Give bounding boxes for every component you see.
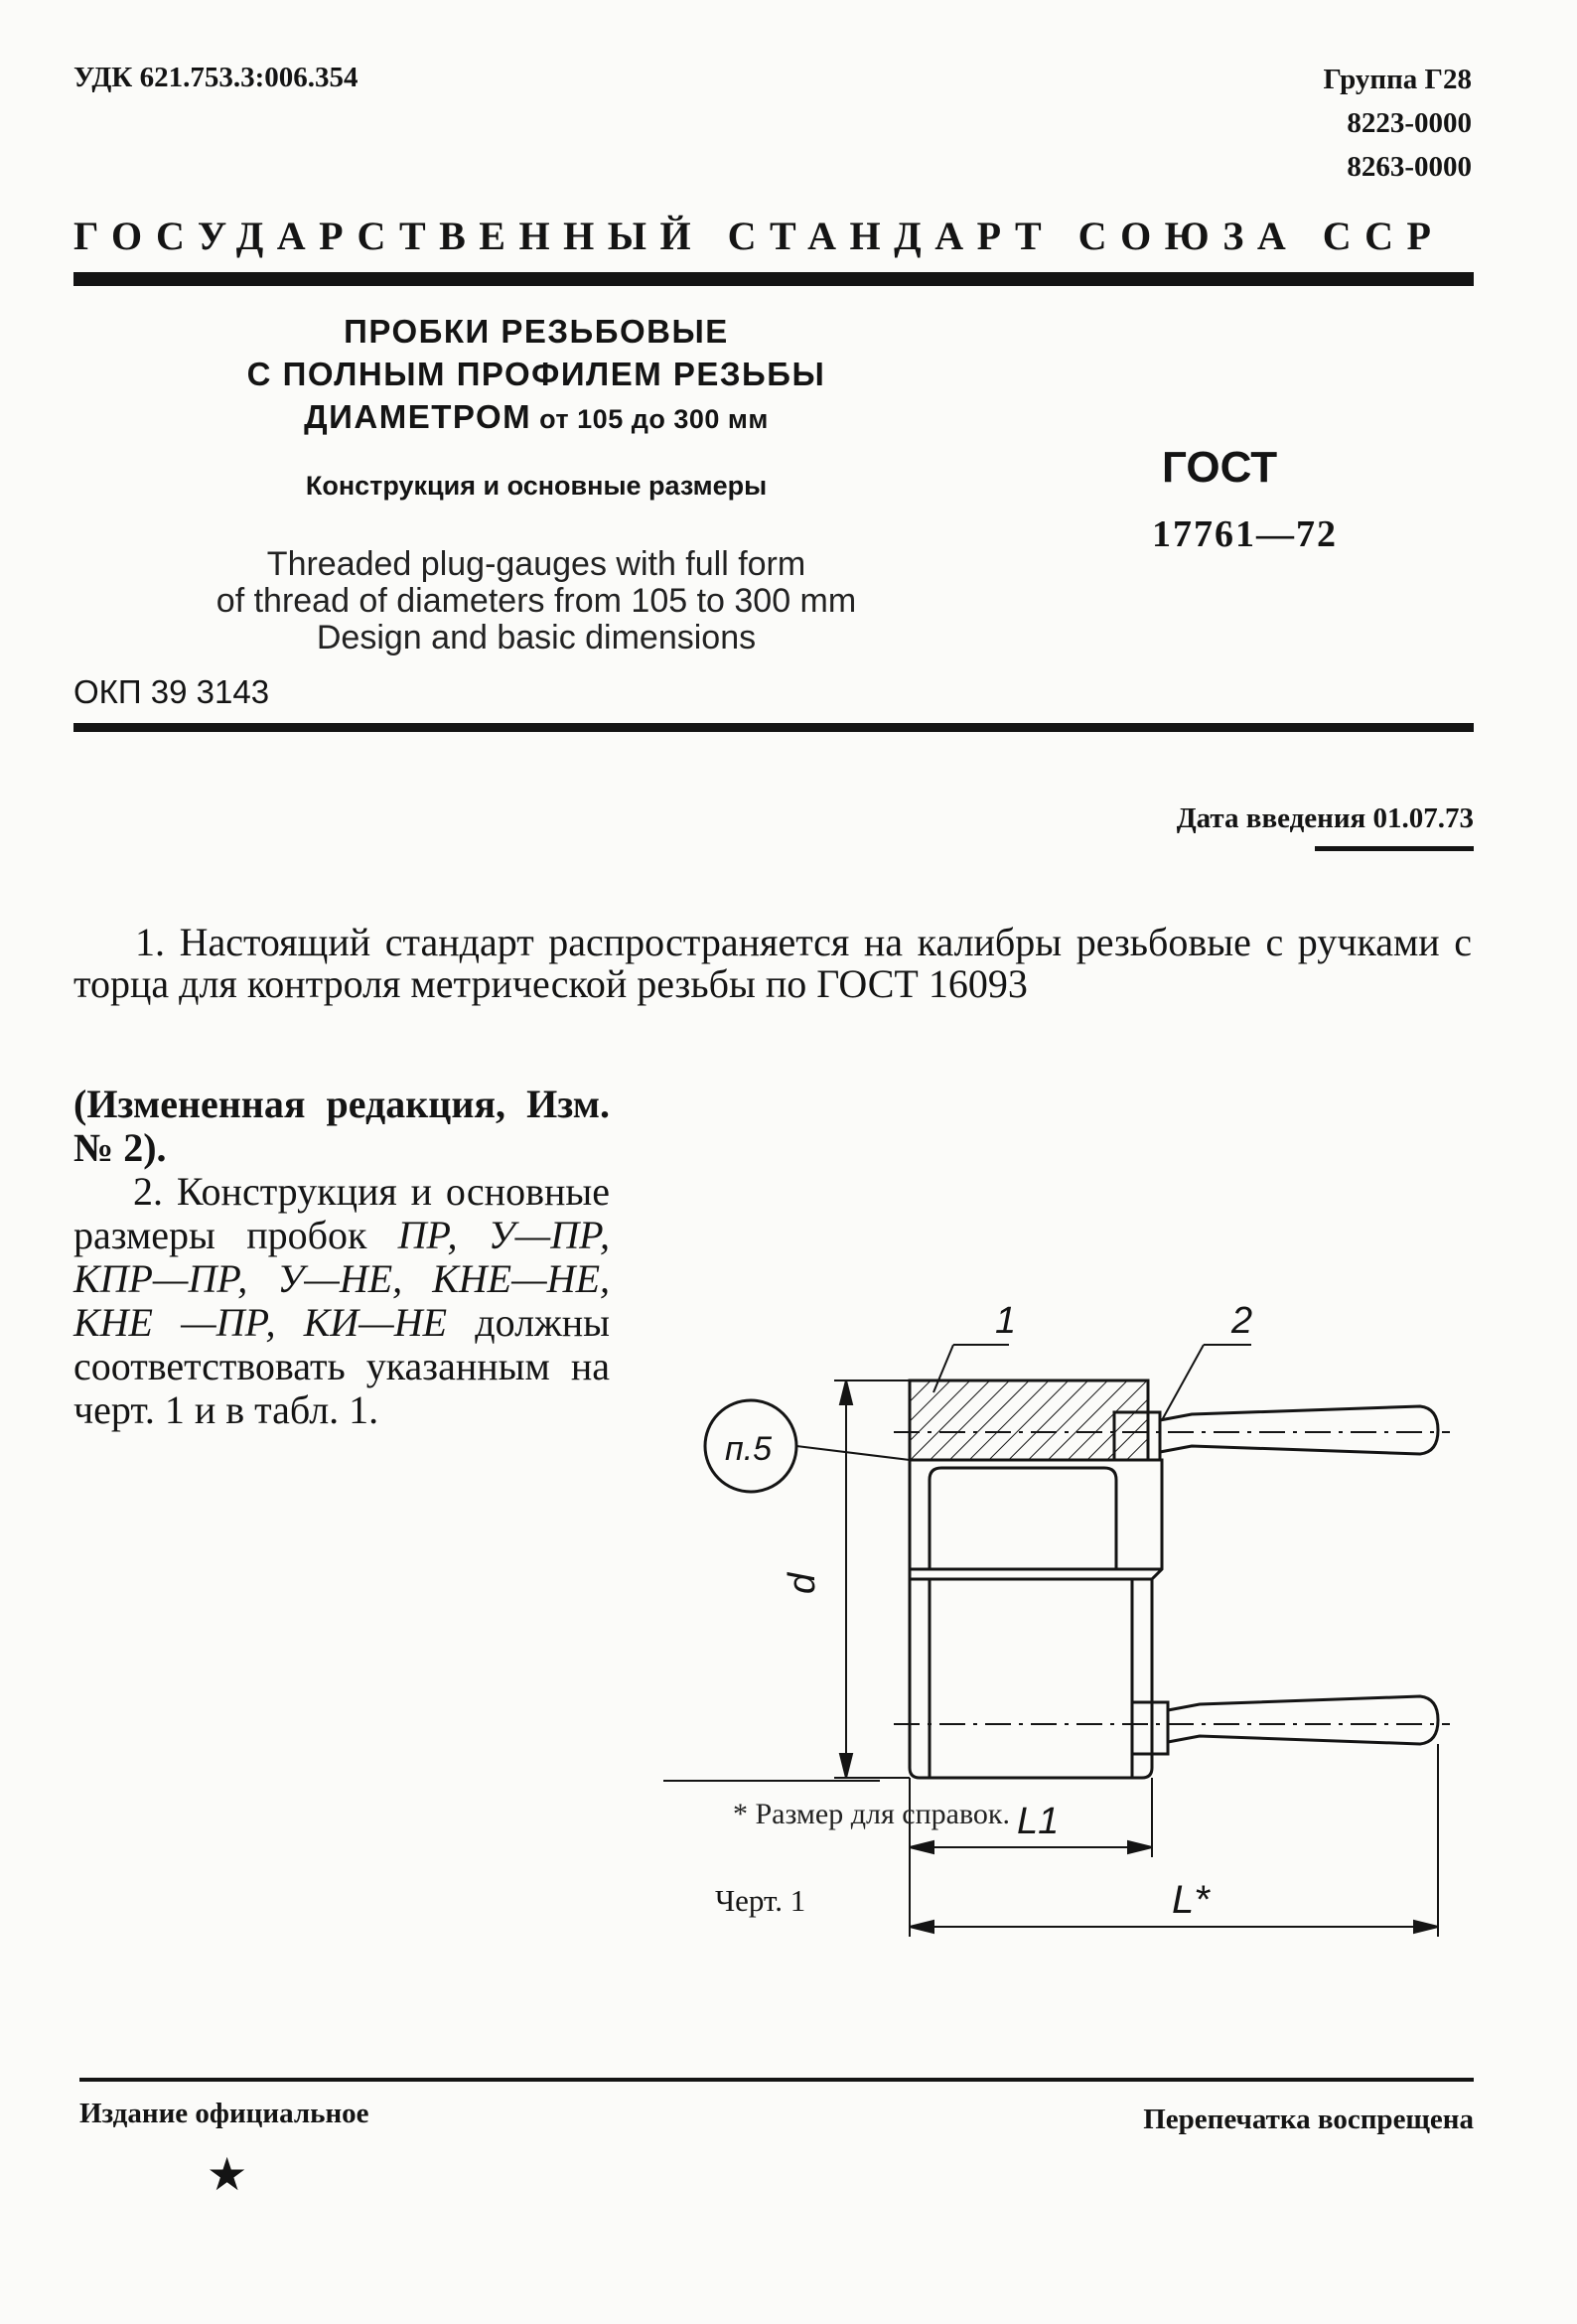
star-mark: ★	[207, 2149, 248, 2200]
udk-code: УДК 621.753.3:006.354	[73, 62, 358, 93]
group-line: Группа Г28	[1323, 64, 1472, 95]
reprint-prohibited: Перепечатка воспрещена	[1143, 2104, 1474, 2135]
amendment-note: (Измененная редакция, Изм. № 2).	[73, 1082, 610, 1170]
heading-rule	[73, 272, 1474, 286]
gost-label: ГОСТ	[1162, 443, 1278, 492]
english-title-line: Threaded plug-gauges with full form	[266, 545, 806, 583]
group-line: 8263-0000	[1347, 151, 1472, 183]
inner-cavity	[930, 1468, 1116, 1569]
title-line-3-rest: от 105 до 300 мм	[531, 404, 769, 434]
title-line-3	[179, 395, 894, 441]
callout-2-label: 2	[1231, 1300, 1253, 1342]
dimension-d	[834, 1380, 910, 1778]
dimension-l1-label: L1	[1017, 1801, 1060, 1842]
gauge-body	[894, 1380, 1450, 1778]
title-line-3-main: ДИАМЕТРОМ	[304, 398, 532, 435]
dimension-l-label: L*	[1172, 1878, 1210, 1922]
footnote-rule	[663, 1780, 880, 1782]
paragraph-2	[73, 1170, 610, 1432]
note-reference-label: п.5	[725, 1430, 773, 1468]
gost-number: 17761—72	[1152, 513, 1338, 555]
note-reference-leader	[796, 1446, 910, 1460]
introduction-date: Дата введения 01.07.73	[1176, 802, 1474, 834]
okp-code: ОКП 39 3143	[73, 673, 270, 710]
title-line-1: ПРОБКИ РЕЗЬБОВЫЕ	[344, 313, 729, 350]
paragraph-1: 1. Настоящий стандарт распространяется на калибры резьбовые с ручками с торца для контроля метрической резьбы по ГОСТ 16093	[73, 920, 1472, 1006]
english-title-line: Design and basic dimensions	[316, 619, 757, 656]
english-title-line: of thread of diameters from 105 to 300 mm	[215, 582, 857, 620]
callout-1-label: 1	[995, 1300, 1017, 1342]
callout-2-leader	[1162, 1345, 1204, 1420]
date-underline	[1315, 846, 1474, 851]
paragraph-2-intro: 2. Конструкция и основные размеры пробок	[73, 1169, 610, 1257]
gauge-designations: ПР, У—ПР, КПР—ПР, У—НЕ, КНЕ—НЕ, КНЕ —ПР, КИ—НЕ	[73, 1213, 611, 1345]
title-subtitle: Конструкция и основные размеры	[305, 471, 768, 501]
lower-handle-boss	[1132, 1702, 1168, 1754]
okp-rule	[73, 723, 1474, 732]
figure-caption: Черт. 1	[715, 1883, 806, 1918]
thread-section	[910, 1380, 1148, 1460]
left-column-text	[73, 1083, 610, 1432]
reference-footnote: * Размер для справок.	[733, 1798, 1010, 1830]
group-codes	[1324, 58, 1473, 189]
official-edition: Издание официальное	[79, 2098, 369, 2129]
upper-handle	[1160, 1406, 1438, 1454]
english-title	[149, 546, 924, 656]
title-block	[179, 310, 894, 502]
title-line-2: С ПОЛНЫМ ПРОФИЛЕМ РЕЗЬБЫ	[246, 356, 826, 392]
lower-handle	[1168, 1696, 1438, 1744]
footer-rule	[79, 2078, 1474, 2082]
state-standard-heading: ГОСУДАРСТВЕННЫЙ СТАНДАРТ СОЮЗА ССР	[73, 214, 1445, 258]
paragraph-2-rest: должны соответствовать указанным на черт. 1 и в табл. 1.	[73, 1300, 610, 1432]
dimension-d-label: d	[782, 1572, 823, 1594]
group-line: 8223-0000	[1347, 107, 1472, 139]
